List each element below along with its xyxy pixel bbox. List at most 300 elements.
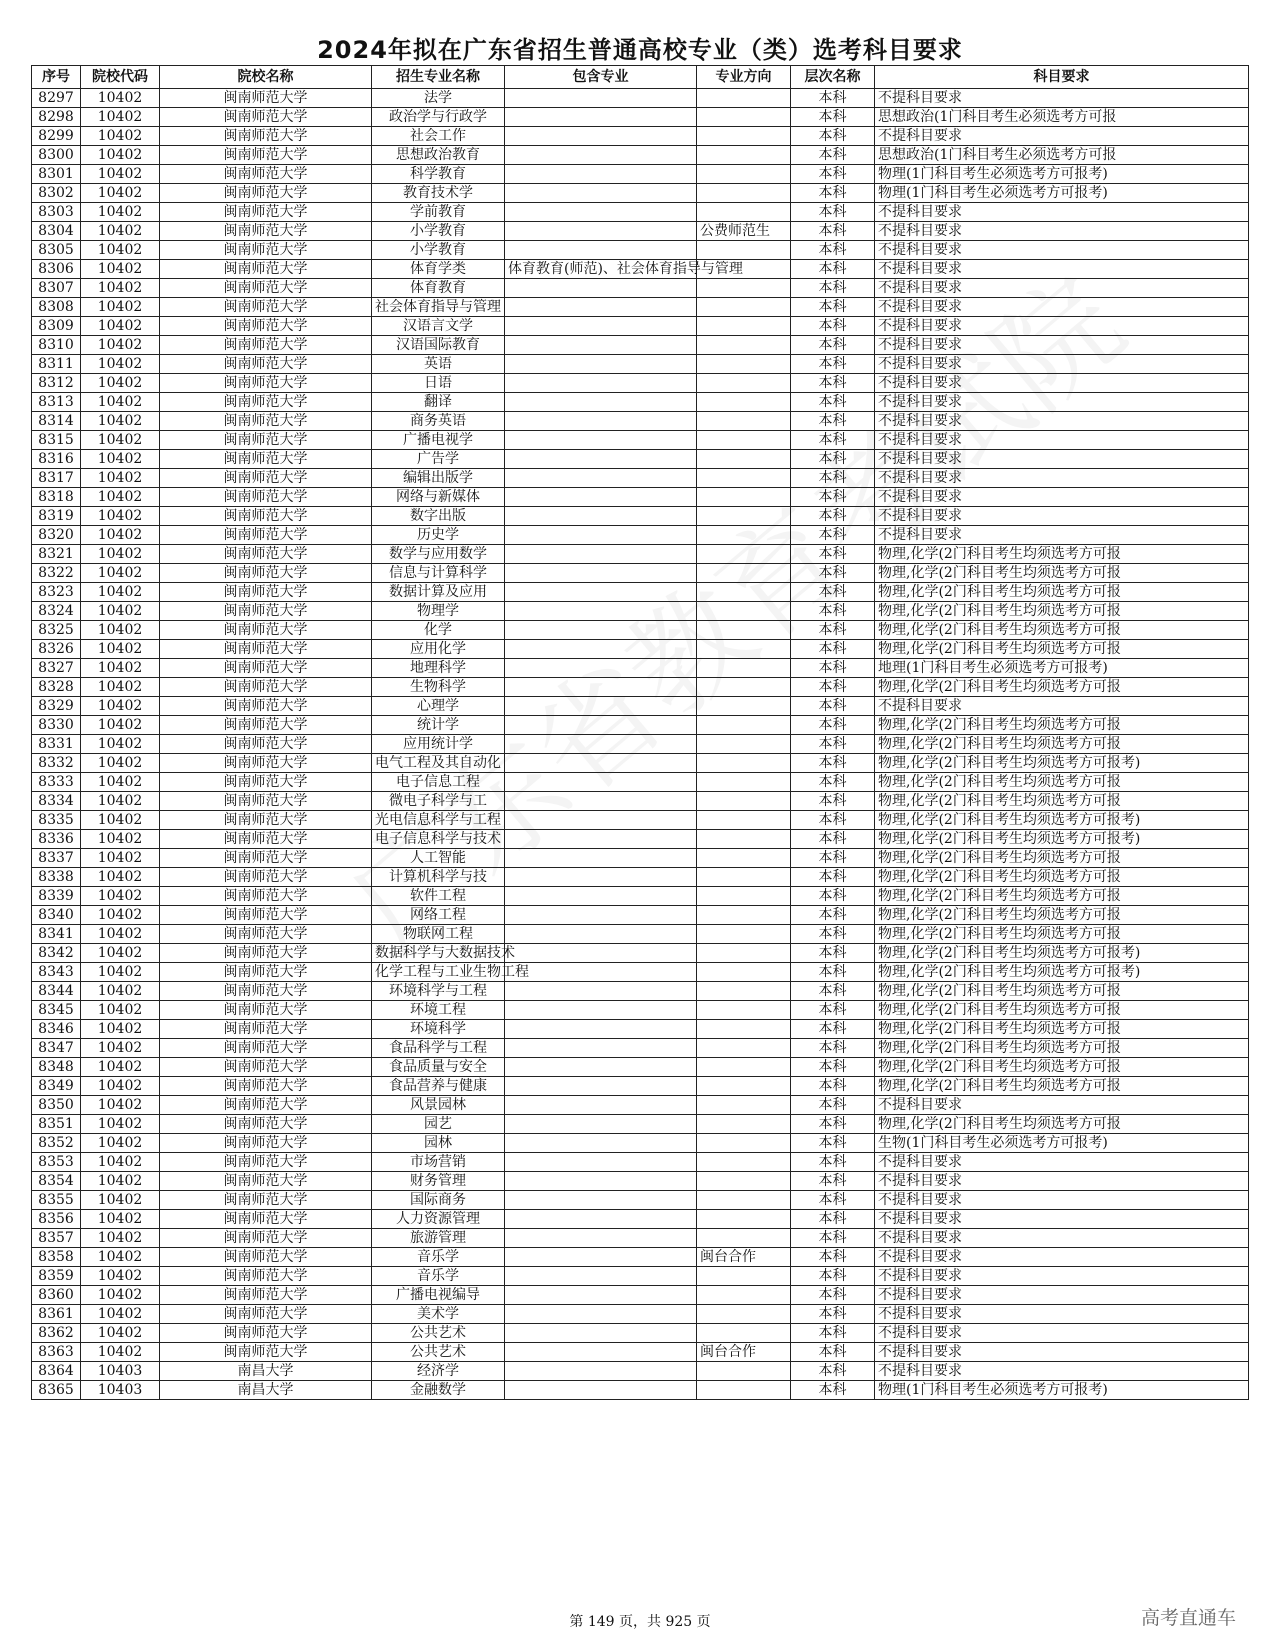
row-included-majors xyxy=(505,1210,697,1229)
header-level: 层次名称 xyxy=(791,66,875,89)
row-direction xyxy=(697,1096,791,1115)
row-subject-requirement: 物理,化学(2门科目考生均须选考方可报 xyxy=(875,678,1249,697)
row-school-code: 10402 xyxy=(81,982,160,1001)
table-row xyxy=(32,545,1249,564)
row-subject-requirement: 不提科目要求 xyxy=(875,697,1249,716)
table-row xyxy=(32,925,1249,944)
row-school-name: 闽南师范大学 xyxy=(160,602,372,621)
table-row xyxy=(32,1115,1249,1134)
table-row xyxy=(32,488,1249,507)
row-major-name: 环境科学与工程 xyxy=(372,982,505,1001)
row-major-name: 软件工程 xyxy=(372,887,505,906)
row-direction xyxy=(697,1191,791,1210)
row-direction xyxy=(697,944,791,963)
row-direction xyxy=(697,1381,791,1400)
row-index: 8339 xyxy=(32,887,81,906)
row-school-name: 闽南师范大学 xyxy=(160,1324,372,1343)
row-school-name: 闽南师范大学 xyxy=(160,260,372,279)
row-level: 本科 xyxy=(791,393,875,412)
row-included-majors xyxy=(505,374,697,393)
row-school-name: 闽南师范大学 xyxy=(160,1191,372,1210)
row-major-name: 数据科学与大数据技术 xyxy=(372,944,505,963)
row-subject-requirement: 物理,化学(2门科目考生均须选考方可报 xyxy=(875,1077,1249,1096)
row-level: 本科 xyxy=(791,792,875,811)
table-row xyxy=(32,697,1249,716)
row-level: 本科 xyxy=(791,1286,875,1305)
row-direction xyxy=(697,1172,791,1191)
row-level: 本科 xyxy=(791,868,875,887)
row-school-name: 闽南师范大学 xyxy=(160,678,372,697)
row-included-majors xyxy=(505,716,697,735)
row-school-code: 10402 xyxy=(81,944,160,963)
row-major-name: 经济学 xyxy=(372,1362,505,1381)
table-row xyxy=(32,1210,1249,1229)
row-level: 本科 xyxy=(791,317,875,336)
row-school-name: 闽南师范大学 xyxy=(160,621,372,640)
row-direction xyxy=(697,982,791,1001)
row-school-name: 闽南师范大学 xyxy=(160,355,372,374)
table-row xyxy=(32,1096,1249,1115)
row-direction xyxy=(697,203,791,222)
table-row xyxy=(32,1077,1249,1096)
row-direction: 闽台合作 xyxy=(697,1343,791,1362)
row-index: 8302 xyxy=(32,184,81,203)
row-school-name: 南昌大学 xyxy=(160,1381,372,1400)
row-level: 本科 xyxy=(791,1362,875,1381)
row-school-name: 闽南师范大学 xyxy=(160,1343,372,1362)
row-direction xyxy=(697,1286,791,1305)
row-major-name: 网络工程 xyxy=(372,906,505,925)
row-direction xyxy=(697,374,791,393)
row-index: 8329 xyxy=(32,697,81,716)
row-school-code: 10402 xyxy=(81,887,160,906)
row-school-code: 10402 xyxy=(81,1229,160,1248)
row-school-name: 闽南师范大学 xyxy=(160,184,372,203)
row-school-name: 闽南师范大学 xyxy=(160,1058,372,1077)
row-school-code: 10402 xyxy=(81,450,160,469)
row-school-code: 10402 xyxy=(81,374,160,393)
row-direction xyxy=(697,431,791,450)
row-major-name: 广播电视学 xyxy=(372,431,505,450)
row-school-code: 10402 xyxy=(81,792,160,811)
row-direction xyxy=(697,716,791,735)
row-major-name: 小学教育 xyxy=(372,222,505,241)
row-school-code: 10402 xyxy=(81,1096,160,1115)
row-included-majors xyxy=(505,1115,697,1134)
row-school-name: 闽南师范大学 xyxy=(160,203,372,222)
row-school-code: 10402 xyxy=(81,811,160,830)
row-major-name: 数学与应用数学 xyxy=(372,545,505,564)
table-row xyxy=(32,450,1249,469)
row-level: 本科 xyxy=(791,127,875,146)
row-school-name: 闽南师范大学 xyxy=(160,982,372,1001)
row-level: 本科 xyxy=(791,222,875,241)
table-row xyxy=(32,1324,1249,1343)
row-major-name: 食品营养与健康 xyxy=(372,1077,505,1096)
row-level: 本科 xyxy=(791,1229,875,1248)
row-direction xyxy=(697,792,791,811)
row-school-code: 10402 xyxy=(81,1210,160,1229)
row-subject-requirement: 不提科目要求 xyxy=(875,355,1249,374)
row-major-name: 汉语言文学 xyxy=(372,317,505,336)
row-subject-requirement: 不提科目要求 xyxy=(875,1096,1249,1115)
row-subject-requirement: 物理,化学(2门科目考生均须选考方可报 xyxy=(875,868,1249,887)
row-included-majors xyxy=(505,1153,697,1172)
table-row xyxy=(32,355,1249,374)
row-level: 本科 xyxy=(791,773,875,792)
row-included-majors xyxy=(505,431,697,450)
row-subject-requirement: 不提科目要求 xyxy=(875,1324,1249,1343)
table-row xyxy=(32,1153,1249,1172)
row-subject-requirement: 物理,化学(2门科目考生均须选考方可报 xyxy=(875,1020,1249,1039)
header-school-code: 院校代码 xyxy=(81,66,160,89)
row-direction xyxy=(697,868,791,887)
row-index: 8318 xyxy=(32,488,81,507)
row-school-name: 闽南师范大学 xyxy=(160,374,372,393)
header-subject-requirement: 科目要求 xyxy=(875,66,1249,89)
row-subject-requirement: 不提科目要求 xyxy=(875,127,1249,146)
row-level: 本科 xyxy=(791,830,875,849)
row-level: 本科 xyxy=(791,374,875,393)
header-included-majors: 包含专业 xyxy=(505,66,697,89)
row-school-code: 10402 xyxy=(81,241,160,260)
row-direction xyxy=(697,811,791,830)
table-row xyxy=(32,279,1249,298)
row-school-name: 闽南师范大学 xyxy=(160,1267,372,1286)
row-school-code: 10402 xyxy=(81,1324,160,1343)
row-included-majors xyxy=(505,1077,697,1096)
row-direction xyxy=(697,279,791,298)
table-row xyxy=(32,1305,1249,1324)
row-subject-requirement: 物理,化学(2门科目考生均须选考方可报考) xyxy=(875,944,1249,963)
row-major-name: 美术学 xyxy=(372,1305,505,1324)
row-level: 本科 xyxy=(791,678,875,697)
row-direction xyxy=(697,393,791,412)
row-major-name: 广告学 xyxy=(372,450,505,469)
table-row xyxy=(32,811,1249,830)
row-school-code: 10402 xyxy=(81,1286,160,1305)
row-direction xyxy=(697,526,791,545)
row-school-code: 10402 xyxy=(81,317,160,336)
table-row xyxy=(32,868,1249,887)
row-level: 本科 xyxy=(791,146,875,165)
row-school-code: 10402 xyxy=(81,678,160,697)
row-major-name: 社会工作 xyxy=(372,127,505,146)
row-direction: 公费师范生 xyxy=(697,222,791,241)
row-school-code: 10402 xyxy=(81,735,160,754)
row-included-majors xyxy=(505,982,697,1001)
row-school-name: 闽南师范大学 xyxy=(160,1286,372,1305)
row-direction xyxy=(697,108,791,127)
row-index: 8314 xyxy=(32,412,81,431)
row-major-name: 物联网工程 xyxy=(372,925,505,944)
row-level: 本科 xyxy=(791,184,875,203)
row-school-code: 10402 xyxy=(81,963,160,982)
table-row xyxy=(32,108,1249,127)
table-row xyxy=(32,602,1249,621)
row-included-majors xyxy=(505,1172,697,1191)
row-school-name: 闽南师范大学 xyxy=(160,773,372,792)
row-school-code: 10403 xyxy=(81,1362,160,1381)
row-subject-requirement: 不提科目要求 xyxy=(875,393,1249,412)
row-direction xyxy=(697,165,791,184)
row-subject-requirement: 物理,化学(2门科目考生均须选考方可报 xyxy=(875,716,1249,735)
table-row xyxy=(32,640,1249,659)
row-level: 本科 xyxy=(791,241,875,260)
table-row xyxy=(32,469,1249,488)
row-index: 8360 xyxy=(32,1286,81,1305)
row-index: 8341 xyxy=(32,925,81,944)
table-row xyxy=(32,564,1249,583)
row-direction xyxy=(697,1229,791,1248)
row-school-name: 南昌大学 xyxy=(160,1362,372,1381)
row-school-code: 10402 xyxy=(81,1115,160,1134)
row-school-name: 闽南师范大学 xyxy=(160,469,372,488)
row-school-name: 闽南师范大学 xyxy=(160,1115,372,1134)
row-index: 8299 xyxy=(32,127,81,146)
row-included-majors xyxy=(505,1191,697,1210)
row-school-name: 闽南师范大学 xyxy=(160,754,372,773)
row-school-name: 闽南师范大学 xyxy=(160,716,372,735)
row-included-majors xyxy=(505,659,697,678)
row-direction xyxy=(697,830,791,849)
row-major-name: 汉语国际教育 xyxy=(372,336,505,355)
row-included-majors xyxy=(505,887,697,906)
row-level: 本科 xyxy=(791,716,875,735)
row-index: 8365 xyxy=(32,1381,81,1400)
page-title: 2024年拟在广东省招生普通高校专业（类）选考科目要求 xyxy=(317,36,963,64)
row-subject-requirement: 不提科目要求 xyxy=(875,1153,1249,1172)
row-subject-requirement: 不提科目要求 xyxy=(875,298,1249,317)
table-row xyxy=(32,906,1249,925)
row-subject-requirement: 物理,化学(2门科目考生均须选考方可报考) xyxy=(875,963,1249,982)
row-level: 本科 xyxy=(791,982,875,1001)
row-school-code: 10402 xyxy=(81,830,160,849)
row-direction xyxy=(697,925,791,944)
row-major-name: 商务英语 xyxy=(372,412,505,431)
table-row xyxy=(32,887,1249,906)
row-included-majors xyxy=(505,203,697,222)
row-subject-requirement: 物理,化学(2门科目考生均须选考方可报 xyxy=(875,545,1249,564)
row-index: 8313 xyxy=(32,393,81,412)
row-school-code: 10402 xyxy=(81,1039,160,1058)
row-school-code: 10402 xyxy=(81,716,160,735)
row-level: 本科 xyxy=(791,412,875,431)
row-included-majors xyxy=(505,811,697,830)
header-direction: 专业方向 xyxy=(697,66,791,89)
row-direction xyxy=(697,906,791,925)
row-school-code: 10402 xyxy=(81,849,160,868)
row-direction xyxy=(697,1267,791,1286)
row-index: 8320 xyxy=(32,526,81,545)
row-direction xyxy=(697,564,791,583)
row-school-code: 10402 xyxy=(81,431,160,450)
row-direction xyxy=(697,355,791,374)
row-major-name: 小学教育 xyxy=(372,241,505,260)
row-subject-requirement: 物理,化学(2门科目考生均须选考方可报 xyxy=(875,735,1249,754)
row-major-name: 音乐学 xyxy=(372,1267,505,1286)
row-subject-requirement: 物理,化学(2门科目考生均须选考方可报 xyxy=(875,773,1249,792)
row-level: 本科 xyxy=(791,754,875,773)
row-index: 8340 xyxy=(32,906,81,925)
row-index: 8303 xyxy=(32,203,81,222)
row-level: 本科 xyxy=(791,659,875,678)
row-included-majors xyxy=(505,545,697,564)
row-school-name: 闽南师范大学 xyxy=(160,279,372,298)
row-subject-requirement: 不提科目要求 xyxy=(875,241,1249,260)
row-level: 本科 xyxy=(791,1343,875,1362)
row-school-code: 10402 xyxy=(81,1267,160,1286)
row-major-name: 食品科学与工程 xyxy=(372,1039,505,1058)
row-major-name: 教育技术学 xyxy=(372,184,505,203)
row-index: 8334 xyxy=(32,792,81,811)
row-school-code: 10402 xyxy=(81,355,160,374)
table-row xyxy=(32,944,1249,963)
row-index: 8358 xyxy=(32,1248,81,1267)
row-school-code: 10402 xyxy=(81,1305,160,1324)
row-direction xyxy=(697,184,791,203)
row-subject-requirement: 物理,化学(2门科目考生均须选考方可报 xyxy=(875,1001,1249,1020)
row-major-name: 英语 xyxy=(372,355,505,374)
row-school-code: 10402 xyxy=(81,1134,160,1153)
table-row xyxy=(32,1343,1249,1362)
row-included-majors xyxy=(505,678,697,697)
row-index: 8326 xyxy=(32,640,81,659)
row-level: 本科 xyxy=(791,355,875,374)
row-school-name: 闽南师范大学 xyxy=(160,89,372,108)
header-major-name: 招生专业名称 xyxy=(372,66,505,89)
row-level: 本科 xyxy=(791,469,875,488)
row-level: 本科 xyxy=(791,526,875,545)
table-row xyxy=(32,241,1249,260)
row-major-name: 广播电视编导 xyxy=(372,1286,505,1305)
row-included-majors xyxy=(505,1134,697,1153)
row-level: 本科 xyxy=(791,735,875,754)
row-subject-requirement: 物理,化学(2门科目考生均须选考方可报 xyxy=(875,640,1249,659)
row-index: 8347 xyxy=(32,1039,81,1058)
row-school-name: 闽南师范大学 xyxy=(160,925,372,944)
row-major-name: 翻译 xyxy=(372,393,505,412)
row-major-name: 编辑出版学 xyxy=(372,469,505,488)
row-index: 8322 xyxy=(32,564,81,583)
row-direction xyxy=(697,1020,791,1039)
row-subject-requirement: 物理,化学(2门科目考生均须选考方可报 xyxy=(875,583,1249,602)
row-direction xyxy=(697,887,791,906)
row-subject-requirement: 不提科目要求 xyxy=(875,507,1249,526)
row-subject-requirement: 不提科目要求 xyxy=(875,469,1249,488)
row-major-name: 地理科学 xyxy=(372,659,505,678)
row-subject-requirement: 不提科目要求 xyxy=(875,1229,1249,1248)
row-included-majors: 体育教育(师范)、社会体育指导与管理 xyxy=(505,260,697,279)
row-school-name: 闽南师范大学 xyxy=(160,450,372,469)
row-included-majors xyxy=(505,1058,697,1077)
row-direction xyxy=(697,89,791,108)
row-major-name: 政治学与行政学 xyxy=(372,108,505,127)
row-index: 8321 xyxy=(32,545,81,564)
row-level: 本科 xyxy=(791,1077,875,1096)
row-direction xyxy=(697,1001,791,1020)
header-school-name: 院校名称 xyxy=(160,66,372,89)
row-school-code: 10402 xyxy=(81,1020,160,1039)
table-row xyxy=(32,431,1249,450)
row-school-name: 闽南师范大学 xyxy=(160,1020,372,1039)
row-subject-requirement: 不提科目要求 xyxy=(875,1305,1249,1324)
row-direction xyxy=(697,545,791,564)
row-direction xyxy=(697,1362,791,1381)
row-direction xyxy=(697,1324,791,1343)
row-index: 8337 xyxy=(32,849,81,868)
row-direction xyxy=(697,849,791,868)
row-school-name: 闽南师范大学 xyxy=(160,298,372,317)
row-major-name: 生物科学 xyxy=(372,678,505,697)
row-school-code: 10402 xyxy=(81,697,160,716)
row-school-code: 10402 xyxy=(81,1191,160,1210)
row-included-majors xyxy=(505,317,697,336)
row-level: 本科 xyxy=(791,811,875,830)
row-included-majors xyxy=(505,222,697,241)
row-index: 8307 xyxy=(32,279,81,298)
row-school-code: 10402 xyxy=(81,469,160,488)
table-row xyxy=(32,260,1249,279)
row-school-code: 10402 xyxy=(81,279,160,298)
row-included-majors xyxy=(505,165,697,184)
table-row xyxy=(32,963,1249,982)
row-index: 8315 xyxy=(32,431,81,450)
row-index: 8324 xyxy=(32,602,81,621)
row-direction xyxy=(697,1115,791,1134)
row-subject-requirement: 不提科目要求 xyxy=(875,336,1249,355)
row-school-name: 闽南师范大学 xyxy=(160,887,372,906)
row-school-code: 10402 xyxy=(81,906,160,925)
table-row xyxy=(32,1001,1249,1020)
row-included-majors xyxy=(505,849,697,868)
row-subject-requirement: 不提科目要求 xyxy=(875,412,1249,431)
row-direction xyxy=(697,640,791,659)
table-row xyxy=(32,1381,1249,1400)
table-row xyxy=(32,89,1249,108)
row-index: 8333 xyxy=(32,773,81,792)
row-level: 本科 xyxy=(791,849,875,868)
row-school-name: 闽南师范大学 xyxy=(160,944,372,963)
row-school-code: 10402 xyxy=(81,336,160,355)
row-direction xyxy=(697,507,791,526)
table-row xyxy=(32,507,1249,526)
row-included-majors xyxy=(505,450,697,469)
row-school-code: 10402 xyxy=(81,583,160,602)
row-subject-requirement: 不提科目要求 xyxy=(875,526,1249,545)
row-direction xyxy=(697,754,791,773)
row-subject-requirement: 物理(1门科目考生必须选考方可报考) xyxy=(875,165,1249,184)
row-level: 本科 xyxy=(791,336,875,355)
table-row xyxy=(32,1248,1249,1267)
row-school-name: 闽南师范大学 xyxy=(160,146,372,165)
row-subject-requirement: 物理,化学(2门科目考生均须选考方可报 xyxy=(875,1058,1249,1077)
row-index: 8312 xyxy=(32,374,81,393)
row-school-name: 闽南师范大学 xyxy=(160,336,372,355)
row-major-name: 应用统计学 xyxy=(372,735,505,754)
row-direction xyxy=(697,1134,791,1153)
row-school-code: 10402 xyxy=(81,545,160,564)
row-subject-requirement: 不提科目要求 xyxy=(875,89,1249,108)
row-index: 8335 xyxy=(32,811,81,830)
row-subject-requirement: 物理,化学(2门科目考生均须选考方可报 xyxy=(875,906,1249,925)
table-row xyxy=(32,716,1249,735)
row-included-majors xyxy=(505,298,697,317)
row-major-name: 公共艺术 xyxy=(372,1343,505,1362)
row-major-name: 数字出版 xyxy=(372,507,505,526)
row-direction xyxy=(697,298,791,317)
table-row xyxy=(32,317,1249,336)
